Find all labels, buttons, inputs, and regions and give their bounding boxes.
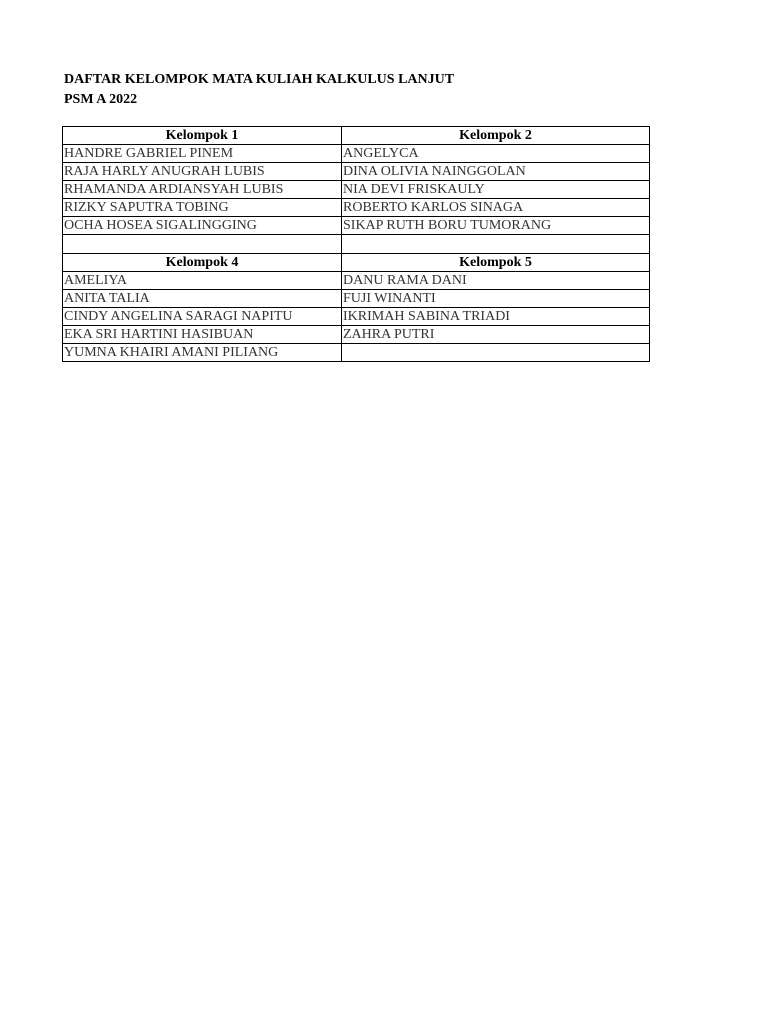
document-title (64, 70, 454, 110)
table-row (63, 326, 650, 344)
header-row (63, 254, 650, 272)
table-row (63, 145, 650, 163)
member-cell: YUMNA KHAIRI AMANI PILIANG (63, 344, 342, 362)
group-table (62, 126, 650, 362)
member-cell: HANDRE GABRIEL PINEM (63, 145, 342, 163)
empty-cell (342, 235, 650, 254)
member-cell: EKA SRI HARTINI HASIBUAN (63, 326, 342, 344)
member-cell: SIKAP RUTH BORU TUMORANG (342, 217, 650, 235)
title-line-1: DAFTAR KELOMPOK MATA KULIAH KALKULUS LANJUT (64, 72, 455, 87)
table-row (63, 199, 650, 217)
member-cell: RAJA HARLY ANUGRAH LUBIS (63, 163, 342, 181)
member-cell: DINA OLIVIA NAINGGOLAN (342, 163, 650, 181)
member-cell: ZAHRA PUTRI (342, 326, 650, 344)
member-cell: RHAMANDA ARDIANSYAH LUBIS (63, 181, 342, 199)
member-cell: NIA DEVI FRISKAULY (342, 181, 650, 199)
title-line-2: PSM A 2022 (64, 92, 138, 107)
member-cell: AMELIYA (63, 272, 342, 290)
member-cell: IKRIMAH SABINA TRIADI (342, 308, 650, 326)
spacer-row (63, 235, 650, 254)
table-row (63, 272, 650, 290)
member-cell: DANU RAMA DANI (342, 272, 650, 290)
member-cell: ANITA TALIA (63, 290, 342, 308)
table-row (63, 217, 650, 235)
table-row (63, 181, 650, 199)
member-cell: RIZKY SAPUTRA TOBING (63, 199, 342, 217)
group-header-cell: Kelompok 4 (63, 254, 342, 272)
member-cell: ANGELYCA (342, 145, 650, 163)
group-header-cell: Kelompok 5 (342, 254, 650, 272)
table-row (63, 290, 650, 308)
member-cell: CINDY ANGELINA SARAGI NAPITU (63, 308, 342, 326)
member-cell (342, 344, 650, 362)
header-row (63, 127, 650, 145)
member-cell: FUJI WINANTI (342, 290, 650, 308)
table-row (63, 308, 650, 326)
table-row (63, 163, 650, 181)
member-cell: OCHA HOSEA SIGALINGGING (63, 217, 342, 235)
empty-cell (63, 235, 342, 254)
table-row (63, 344, 650, 362)
group-header-cell: Kelompok 2 (342, 127, 650, 145)
group-header-cell: Kelompok 1 (63, 127, 342, 145)
member-cell: ROBERTO KARLOS SINAGA (342, 199, 650, 217)
